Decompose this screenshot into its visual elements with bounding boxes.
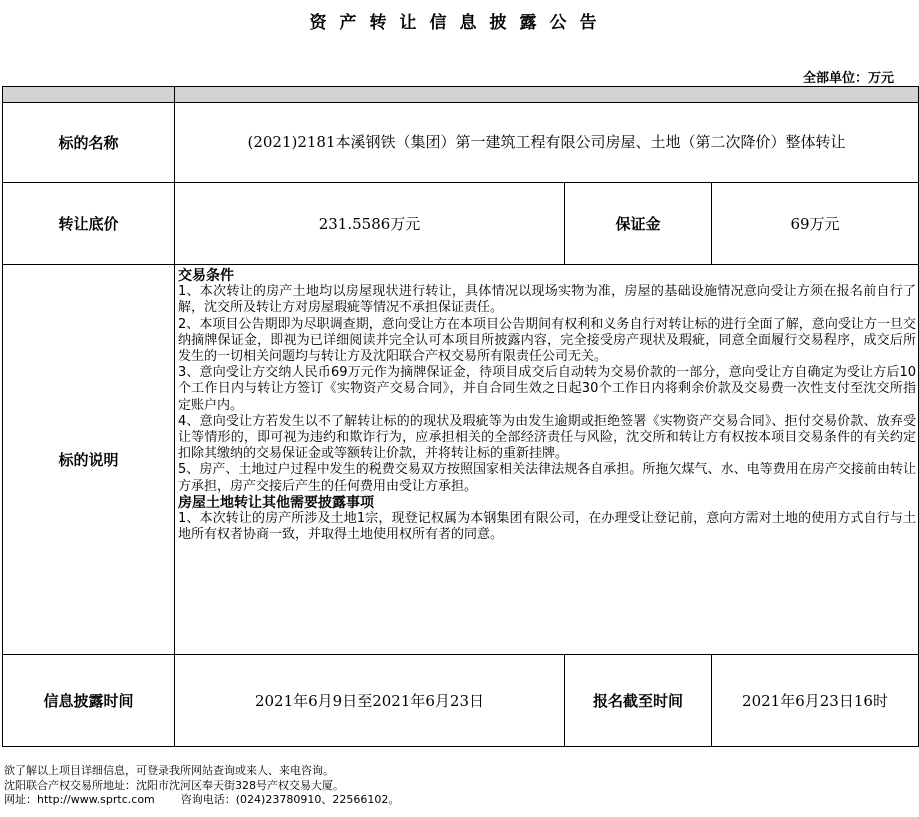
time-row	[3, 655, 919, 747]
condition-item-4: 4、意向受让方若发生以不了解转让标的的现状及瑕疵等为由发生逾期或拒绝签署《实物资产交易合同》、拒付交易价款、放弃受让等情形的，即可视为违约和欺诈行为，应承担相关的全部经济责任与风险，沈交所和转让方有权按本项目交易条件的有关约定扣除其缴纳的交易保证金或等额转让价款，并将转让标的重新挂牌。	[178, 413, 917, 462]
disclose-label: 信息披露时间	[3, 655, 175, 747]
info-table	[2, 86, 919, 747]
footer	[4, 764, 399, 808]
description-label: 标的说明	[3, 265, 175, 655]
page-title: 资产转让信息披露公告	[309, 13, 610, 33]
description-content	[175, 265, 919, 655]
deposit-label: 保证金	[565, 183, 712, 265]
condition-item-3: 3、意向受让方交纳人民币69万元作为摘牌保证金，待项目成交后自动转为交易价款的一部分，意向受让方自确定为受让方后10个工作日内与转让方签订《实物资产交易合同》，并自合同生效之日起30个工作日内将剩余价款及交易费一次性支付至沈交所指定账户内。	[178, 365, 917, 413]
table-header-bar	[3, 87, 919, 103]
price-label: 转让底价	[3, 183, 175, 265]
phone-text: 咨询电话：(024)23780910、22566102。	[180, 793, 400, 806]
footer-line-2: 沈阳联合产权交易所地址：沈阳市沈河区奉天街328号产权交易大厦。	[4, 778, 344, 792]
name-row	[3, 103, 919, 183]
deadline-label: 报名截至时间	[565, 655, 712, 747]
section-title-conditions: 交易条件	[178, 268, 234, 284]
footer-line-1: 欲了解以上项目详细信息，可登录我所网站查询或来人、来电咨询。	[4, 764, 334, 777]
unit-label: 全部单位：万元	[802, 71, 894, 86]
condition-item-2: 2、本项目公告期即为尽职调查期，意向受让方在本项目公告期间有权利和义务自行对转让标的进行全面了解，意向受让方一旦交纳摘牌保证金，即视为已详细阅读并完全认可本项目所披露内容，完全接受房产现状及瑕疵，同意全面履行交易程序，成交后所发生的一切相关问题均与转让方及沈阳联合产权交易所有限责任公司无关。	[178, 316, 917, 365]
footer-line-3	[4, 793, 399, 808]
condition-item-5: 5、房产、土地过户过程中发生的税费交易双方按照国家相关法律法规各自承担。所拖欠煤气、水、电等费用在房产交接前由转让方承担，房产交接后产生的任何费用由受让方承担。	[178, 462, 917, 494]
price-value: 231.5586万元	[175, 183, 565, 265]
price-row	[3, 183, 919, 265]
name-value: (2021)2181本溪钢铁（集团）第一建筑工程有限公司房屋、土地（第二次降价）整体转让	[175, 103, 919, 183]
condition-item-1: 1、本次转让的房产土地均以房屋现状进行转让，具体情况以现场实物为准，房屋的基础设施情况意向受让方须在报名前自行了解，沈交所及转让方对房屋瑕疵等情况不承担保证责任。	[178, 284, 917, 316]
name-label: 标的名称	[3, 103, 175, 183]
deposit-value: 69万元	[712, 183, 919, 265]
disclosure-item-1: 1、本次转让的房产所涉及土地1宗，现登记权属为本钢集团有限公司，在办理受让登记前，意向方需对土地的使用方式自行与土地所有权者协商一致，并取得土地使用权所有者的同意。	[178, 511, 917, 543]
website-link[interactable]: 网址：http://www.sprtc.com	[4, 793, 155, 806]
deadline-value: 2021年6月23日16时	[712, 655, 919, 747]
description-row	[3, 265, 919, 655]
disclose-value: 2021年6月9日至2021年6月23日	[175, 655, 565, 747]
section-title-disclosure: 房屋土地转让其他需要披露事项	[178, 494, 374, 511]
